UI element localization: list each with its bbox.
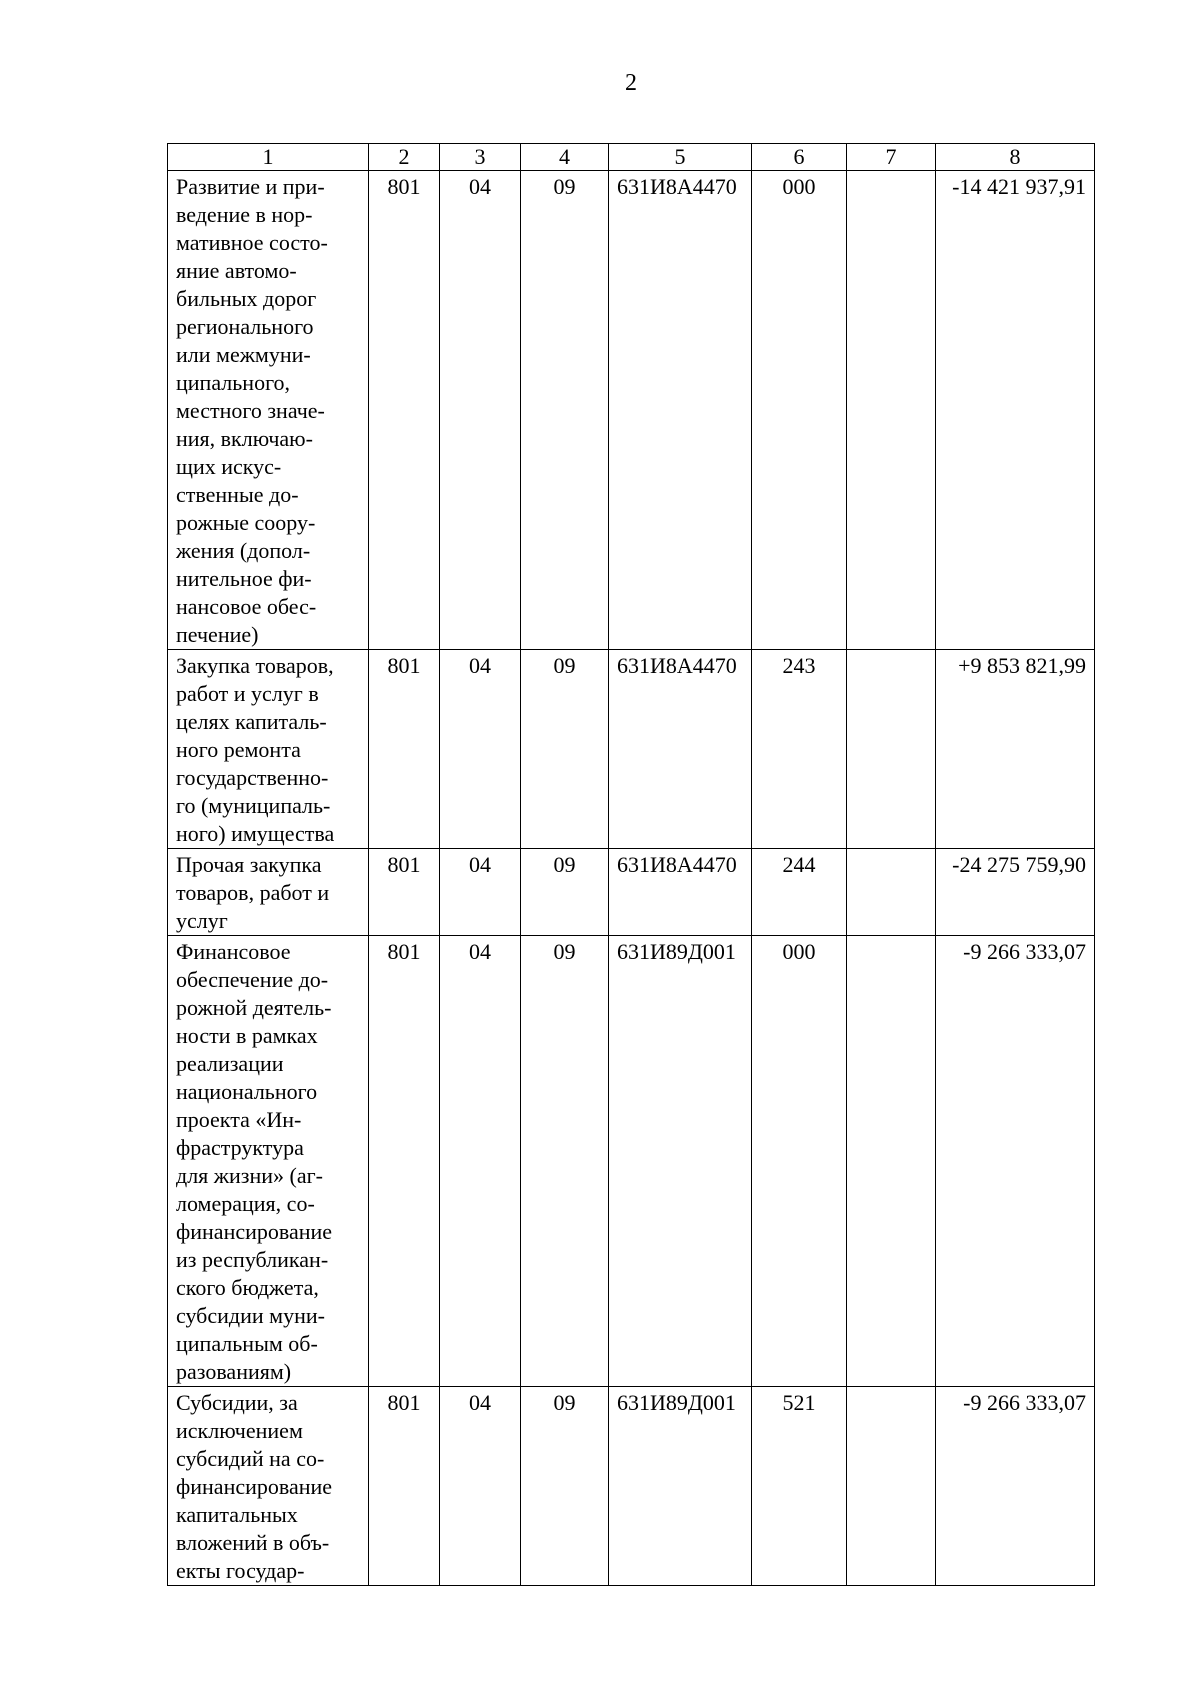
row-col-4: 09 bbox=[521, 650, 609, 849]
row-name-cell: Субсидии, за исключением субсидий на со- финансирование капитальных вложений в объ- екты государ- bbox=[168, 1387, 369, 1586]
table-row bbox=[168, 1387, 1095, 1586]
row-col-4: 09 bbox=[521, 936, 609, 1387]
row-col-5: 631И89Д001 bbox=[609, 936, 752, 1387]
row-col-3: 04 bbox=[440, 650, 521, 849]
header-col-2: 2 bbox=[369, 144, 440, 171]
table-row bbox=[168, 936, 1095, 1387]
row-name-cell: Закупка товаров, работ и услуг в целях капиталь- ного ремонта государственно- го (муниципаль- ного) имущества bbox=[168, 650, 369, 849]
row-name-cell: Финансовое обеспечение до- рожной деятель- ности в рамках реализации национального проекта «Ин- фраструктура для жизни» (аг- ломерация, со- финансирование из республикан- ского бюджета, субсидии муни- ципальным об- разованиям) bbox=[168, 936, 369, 1387]
row-col-2: 801 bbox=[369, 1387, 440, 1586]
row-col-7 bbox=[847, 650, 936, 849]
header-col-6: 6 bbox=[752, 144, 847, 171]
table-row bbox=[168, 650, 1095, 849]
row-col-7 bbox=[847, 1387, 936, 1586]
row-col-4: 09 bbox=[521, 1387, 609, 1586]
row-col-2: 801 bbox=[369, 936, 440, 1387]
header-col-3: 3 bbox=[440, 144, 521, 171]
row-col-5: 631И8А4470 bbox=[609, 171, 752, 650]
row-col-6: 244 bbox=[752, 849, 847, 936]
row-amount: -24 275 759,90 bbox=[936, 849, 1095, 936]
row-col-3: 04 bbox=[440, 171, 521, 650]
row-col-6: 000 bbox=[752, 936, 847, 1387]
row-col-7 bbox=[847, 936, 936, 1387]
table-row bbox=[168, 171, 1095, 650]
row-col-3: 04 bbox=[440, 1387, 521, 1586]
row-col-6: 243 bbox=[752, 650, 847, 849]
row-col-7 bbox=[847, 171, 936, 650]
header-col-7: 7 bbox=[847, 144, 936, 171]
row-col-4: 09 bbox=[521, 849, 609, 936]
row-col-7 bbox=[847, 849, 936, 936]
header-col-1: 1 bbox=[168, 144, 369, 171]
row-col-5: 631И8А4470 bbox=[609, 849, 752, 936]
header-col-8: 8 bbox=[936, 144, 1095, 171]
header-col-4: 4 bbox=[521, 144, 609, 171]
row-col-3: 04 bbox=[440, 849, 521, 936]
row-amount: -14 421 937,91 bbox=[936, 171, 1095, 650]
row-amount: -9 266 333,07 bbox=[936, 1387, 1095, 1586]
row-amount: +9 853 821,99 bbox=[936, 650, 1095, 849]
header-col-5: 5 bbox=[609, 144, 752, 171]
row-col-3: 04 bbox=[440, 936, 521, 1387]
row-name-cell: Прочая закупка товаров, работ и услуг bbox=[168, 849, 369, 936]
row-name-cell: Развитие и при- ведение в нор- мативное состо- яние автомо- бильных дорог регионального или межмуни- ципального, местного значе- ния, включаю- щих искус- ственные до- рожные соору- жения (допол- нительное фи- нансовое обес- печение) bbox=[168, 171, 369, 650]
row-amount: -9 266 333,07 bbox=[936, 936, 1095, 1387]
row-col-2: 801 bbox=[369, 171, 440, 650]
row-col-4: 09 bbox=[521, 171, 609, 650]
row-col-2: 801 bbox=[369, 650, 440, 849]
row-col-6: 521 bbox=[752, 1387, 847, 1586]
row-col-5: 631И89Д001 bbox=[609, 1387, 752, 1586]
budget-table bbox=[167, 143, 1095, 1586]
row-col-6: 000 bbox=[752, 171, 847, 650]
table-header-row bbox=[168, 144, 1095, 171]
page-number: 2 bbox=[625, 70, 637, 96]
table-row bbox=[168, 849, 1095, 936]
row-col-2: 801 bbox=[369, 849, 440, 936]
row-col-5: 631И8А4470 bbox=[609, 650, 752, 849]
